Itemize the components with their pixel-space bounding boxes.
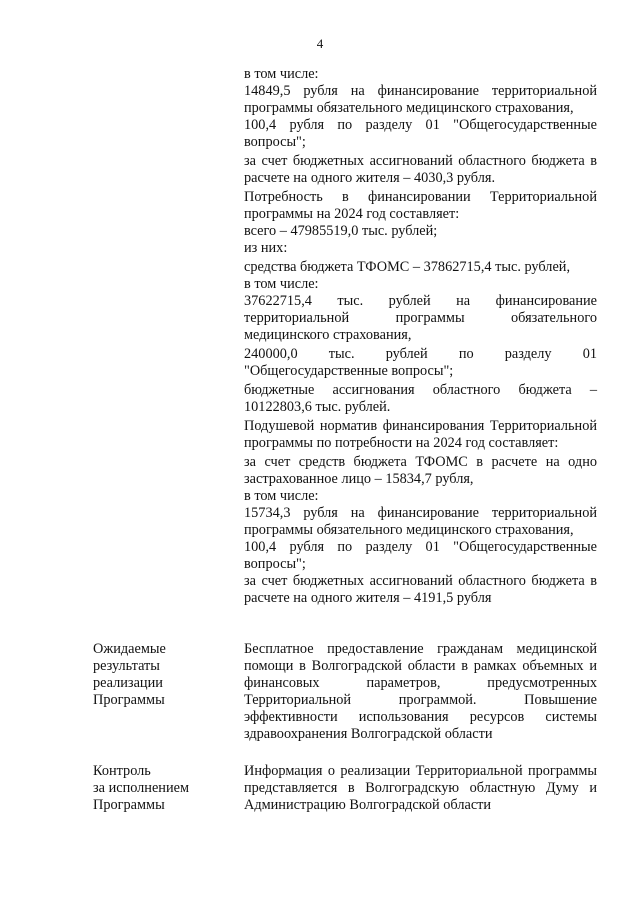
label-line: Программы <box>93 692 165 708</box>
label-line: реализации <box>93 675 163 691</box>
paragraph: в том числе: <box>244 276 319 292</box>
page-number: 4 <box>316 36 324 51</box>
paragraph: за счет средств бюджета ТФОМС в расчете на одно застрахованное лицо – 15834,7 рубля, <box>244 454 597 487</box>
paragraph: 100,4 рубля по разделу 01 "Общегосударственные вопросы"; <box>244 117 597 150</box>
expected-results-label <box>93 641 233 709</box>
paragraph: 15734,3 рубля на финансирование территориальной программы обязательного медицинского страхования, <box>244 505 597 538</box>
control-label <box>93 763 233 814</box>
paragraph: за счет бюджетных ассигнований областного бюджета в расчете на одного жителя – 4030,3 рубля. <box>244 153 597 186</box>
label-line: за исполнением <box>93 780 190 796</box>
label-line: результаты <box>93 658 160 674</box>
paragraph: Информация о реализации Территориальной программы представляется в Волгоградскую областную Думу и Администрацию Волгоградской области <box>244 763 597 813</box>
label-line: Контроль <box>93 763 151 779</box>
paragraph: в том числе: <box>244 66 319 82</box>
paragraph: всего – 47985519,0 тыс. рублей; <box>244 223 438 239</box>
paragraph: 240000,0 тыс. рублей по разделу 01 "Общегосударственные вопросы"; <box>244 346 597 379</box>
control-text <box>244 763 597 814</box>
paragraph: 14849,5 рубля на финансирование территориальной программы обязательного медицинского страхования, <box>244 83 597 116</box>
funding-text-block <box>244 66 597 607</box>
paragraph: из них: <box>244 240 288 256</box>
paragraph: в том числе: <box>244 488 319 504</box>
paragraph: бюджетные ассигнования областного бюджета – 10122803,6 тыс. рублей. <box>244 382 597 415</box>
expected-results-text <box>244 641 597 743</box>
paragraph: 100,4 рубля по разделу 01 "Общегосударственные вопросы"; <box>244 539 597 572</box>
label-line: Программы <box>93 797 165 813</box>
paragraph: средства бюджета ТФОМС – 37862715,4 тыс. рублей, <box>244 259 571 275</box>
paragraph: за счет бюджетных ассигнований областного бюджета в расчете на одного жителя – 4191,5 рубля <box>244 573 597 606</box>
paragraph: 37622715,4 тыс. рублей на финансирование территориальной программы обязательного медицинского страхования, <box>244 293 597 343</box>
paragraph: Бесплатное предоставление гражданам медицинской помощи в Волгоградской области в рамках объемных и финансовых параметров, предусмотренных Территориальной программой. Повышение эффективности использования ресурсов системы здравоохранения Волгоградской области <box>244 641 597 742</box>
paragraph: Потребность в финансировании Территориальной программы на 2024 год составляет: <box>244 189 597 222</box>
paragraph: Подушевой норматив финансирования Территориальной программы по потребности на 2024 год составляет: <box>244 418 597 451</box>
label-line: Ожидаемые <box>93 641 166 657</box>
